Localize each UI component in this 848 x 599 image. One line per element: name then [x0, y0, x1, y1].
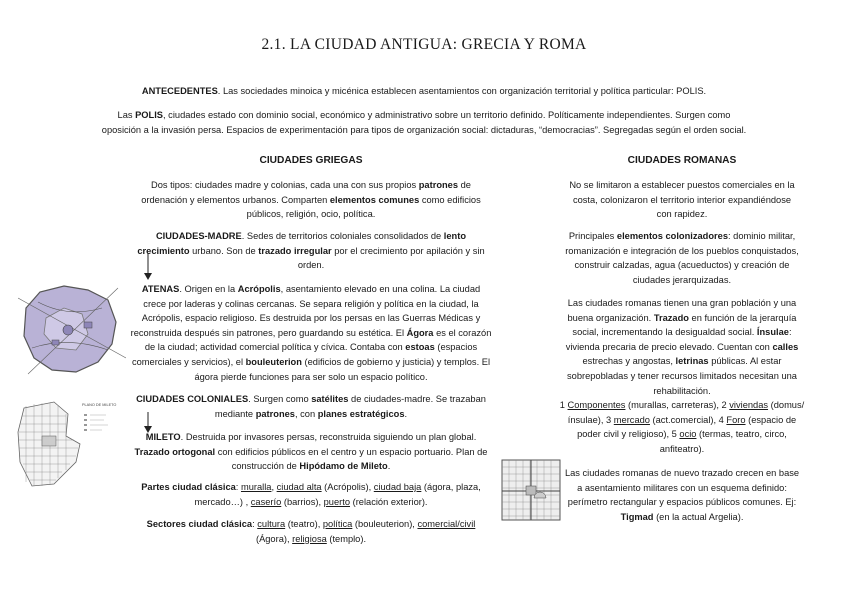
romanas-p1: No se limitaron a establecer puestos comerciales en la costa, colonizaron el territorio interior expandiéndose con rapidez. [569, 180, 795, 220]
atenas-paragraph [130, 282, 492, 384]
bold-text: bouleuterion [245, 356, 302, 367]
bold-text: Trazado [653, 312, 689, 323]
bold-text: patrones [255, 408, 295, 419]
romanas-p5 [562, 466, 802, 524]
polis-paragraph [40, 108, 808, 137]
bold-text: letrinas [675, 356, 709, 367]
mileto-map-image [14, 392, 128, 492]
text: urbano. Son de [189, 245, 259, 256]
text: (Ágora), [255, 533, 293, 544]
romanas-heading: CIUDADES ROMANAS [627, 155, 737, 166]
bold-text: ATENAS [141, 284, 180, 294]
griegas-heading: CIUDADES GRIEGAS [259, 155, 363, 166]
text: (relación exterior). [350, 496, 428, 507]
text: como edificios públicos, religión, ocio, política. [246, 194, 481, 220]
bold-text: Acrópolis [237, 284, 281, 294]
text: . Surgen como [248, 394, 312, 404]
partes-paragraph [130, 480, 492, 509]
text: (bouleuterion), [352, 519, 418, 529]
arrow-down-icon [143, 253, 153, 281]
text: , con [294, 408, 318, 419]
text: : [235, 482, 241, 492]
bold-text: trazado irregular [258, 245, 332, 256]
text: . Sedes de territorios coloniales consolidados de [241, 231, 444, 241]
text: (murallas, carreteras), 2 [625, 400, 730, 410]
underlined-text: comercial/civil [417, 519, 476, 529]
bold-text: Partes ciudad clásica [141, 482, 236, 492]
bold-text: elementos colonizadores [616, 231, 728, 241]
tigmad-map-image [500, 458, 562, 522]
text: por el crecimiento por apilación y sin orden. [297, 245, 485, 271]
griegas-intro [135, 178, 487, 222]
text: (domus/ínsulae), 3 [567, 400, 805, 425]
text: (barrios), [281, 496, 324, 507]
underlined-text: ocio [679, 429, 697, 440]
sectores-paragraph [130, 517, 492, 546]
romanas-p2 [562, 229, 802, 287]
underlined-text: puerto [323, 496, 351, 507]
text: , asentamiento elevado en una colina. La ciudad crece por laderas y colinas cercanas. Se separa religión y política en la ciudad, la Acrópolis, espacio religioso. Es destruida por los persas en las Guerras Médicas y reconstruida después sin patrones, pero guardando su estética. El [130, 284, 481, 338]
text: (act.comercial), 4 [649, 414, 727, 425]
bold-text: Ínsulae [756, 327, 789, 338]
text: . [404, 408, 408, 419]
bold-text: estoas [405, 342, 435, 353]
page-title: 2.1. LA CIUDAD ANTIGUA: GRECIA Y ROMA [261, 36, 587, 53]
text: es el corazón de la ciudad; actividad comercial política y cívica. Contaba con [144, 327, 492, 353]
underlined-text: política [322, 519, 353, 529]
text: (termas, teatro, circo, anfiteatro). [659, 429, 787, 454]
bold-text: Sectores ciudad clásica [146, 519, 253, 529]
romanas-p3 [562, 296, 802, 398]
underlined-text: religiosa [292, 533, 327, 544]
underlined-text: ciudad alta [276, 482, 322, 492]
antecedentes-paragraph [40, 84, 808, 99]
bold-text: CIUDADES-MADRE [155, 231, 242, 241]
text: : [252, 519, 258, 529]
atenas-map-image [18, 278, 126, 380]
bold-text: Trazado ortogonal [134, 446, 216, 457]
underlined-text: Foro [726, 414, 746, 425]
text: Las ciudades romanas tienen una gran población y una buena organización. [567, 298, 797, 323]
text: de ciudades-madre. Se trazaban mediante [214, 394, 486, 419]
mileto-paragraph [130, 430, 492, 474]
bold-text: Tigmad [620, 511, 654, 522]
bold-text: elementos comunes [329, 194, 420, 205]
text: . Destruida por invasores persas, reconstruida siguiendo un plan global. [180, 432, 477, 442]
bold-text: satélites [311, 394, 349, 404]
bold-text: planes estratégicos [317, 408, 405, 419]
underlined-text: ciudad baja [373, 482, 422, 492]
bold-text: Hipódamo de Mileto [299, 461, 388, 472]
text: de ordenación y elementos urbanos. Comparten [141, 180, 471, 205]
ciudades-coloniales-paragraph [130, 392, 492, 421]
ciudades-madre-paragraph [135, 229, 487, 273]
bold-text: Ágora [406, 327, 434, 338]
underlined-text: caserío [250, 496, 282, 507]
text: : vivienda precaria de precio elevado. Cuentan con [565, 327, 792, 352]
underlined-text: mercado [613, 414, 650, 425]
text: 1 [559, 400, 568, 410]
polis-line2: oposición a la invasión persa. Espacios de experimentación para tipos de organización social: dictaduras, “democracias”. Segregadas según el orden social. [101, 124, 747, 135]
text: (edificios de gobierno y justicia) y templos. El ágora pierde funciones para ser solo un espacio político. [194, 356, 491, 382]
text: con edificios públicos en el centro y un espacio portuario. Plan de construcción de [215, 446, 488, 472]
bold-text: MILETO [145, 432, 181, 442]
text: en función de la jerarquía social, incrementando la desigualdad social. [572, 312, 797, 338]
antecedentes-text: . Las sociedades minoica y micénica establecen asentamientos con organización territorial y política particular: POLIS. [217, 86, 707, 96]
underlined-text: viviendas [729, 400, 769, 410]
text: Principales [568, 231, 617, 241]
text: (espacio de poder civil y religioso), 5 [577, 414, 797, 440]
text: estrechas y angostas, [582, 356, 676, 367]
text: (teatro), [285, 519, 323, 529]
antecedentes-label: ANTECEDENTES [141, 86, 218, 96]
text: . [387, 461, 391, 472]
text: (templo). [326, 533, 367, 544]
underlined-text: muralla [240, 482, 272, 492]
text: Dos tipos: ciudades madre y colonias, cada una con sus propios [151, 180, 419, 190]
text: públicas. Al estar sobrepobladas y tener recursos limitados necesitan una rehabilitación. [567, 356, 797, 396]
polis-bold: POLIS [135, 110, 164, 120]
text: . Origen en la [179, 284, 238, 294]
mileto-map-caption: PLANO DE MILETO [82, 403, 117, 407]
text: (ágora, plaza, mercado…) , [194, 482, 481, 507]
polis-lead: Las [117, 110, 136, 120]
text: Las ciudades romanas de nuevo trazado crecen en base a asentamiento militares con un esquema definido: perímetro rectangular y espacios públicos comunes. Ej: [564, 468, 800, 508]
text: : dominio militar, romanización e integración de los pueblos conquistados, construir calzadas, agua (acueductos) y creación de ciudades jerarquizadas. [565, 231, 799, 285]
text: (espacios comerciales y servicios), el [131, 342, 478, 367]
bold-text: CIUDADES COLONIALES [136, 394, 249, 404]
polis-line1: , ciudades estado con dominio social, económico y administrativo sobre un territorio definido. Políticamente independientes. Surgen como [163, 110, 731, 120]
underlined-text: Componentes [567, 400, 626, 410]
bold-text: lento crecimiento [137, 231, 467, 256]
underlined-text: cultura [257, 519, 286, 529]
text: (en la actual Argelia). [653, 511, 744, 522]
text: , [271, 482, 277, 492]
text: (Acrópolis), [321, 482, 374, 492]
bold-text: patrones [418, 180, 459, 190]
romanas-p4 [556, 398, 808, 456]
bold-text: calles [772, 341, 799, 352]
